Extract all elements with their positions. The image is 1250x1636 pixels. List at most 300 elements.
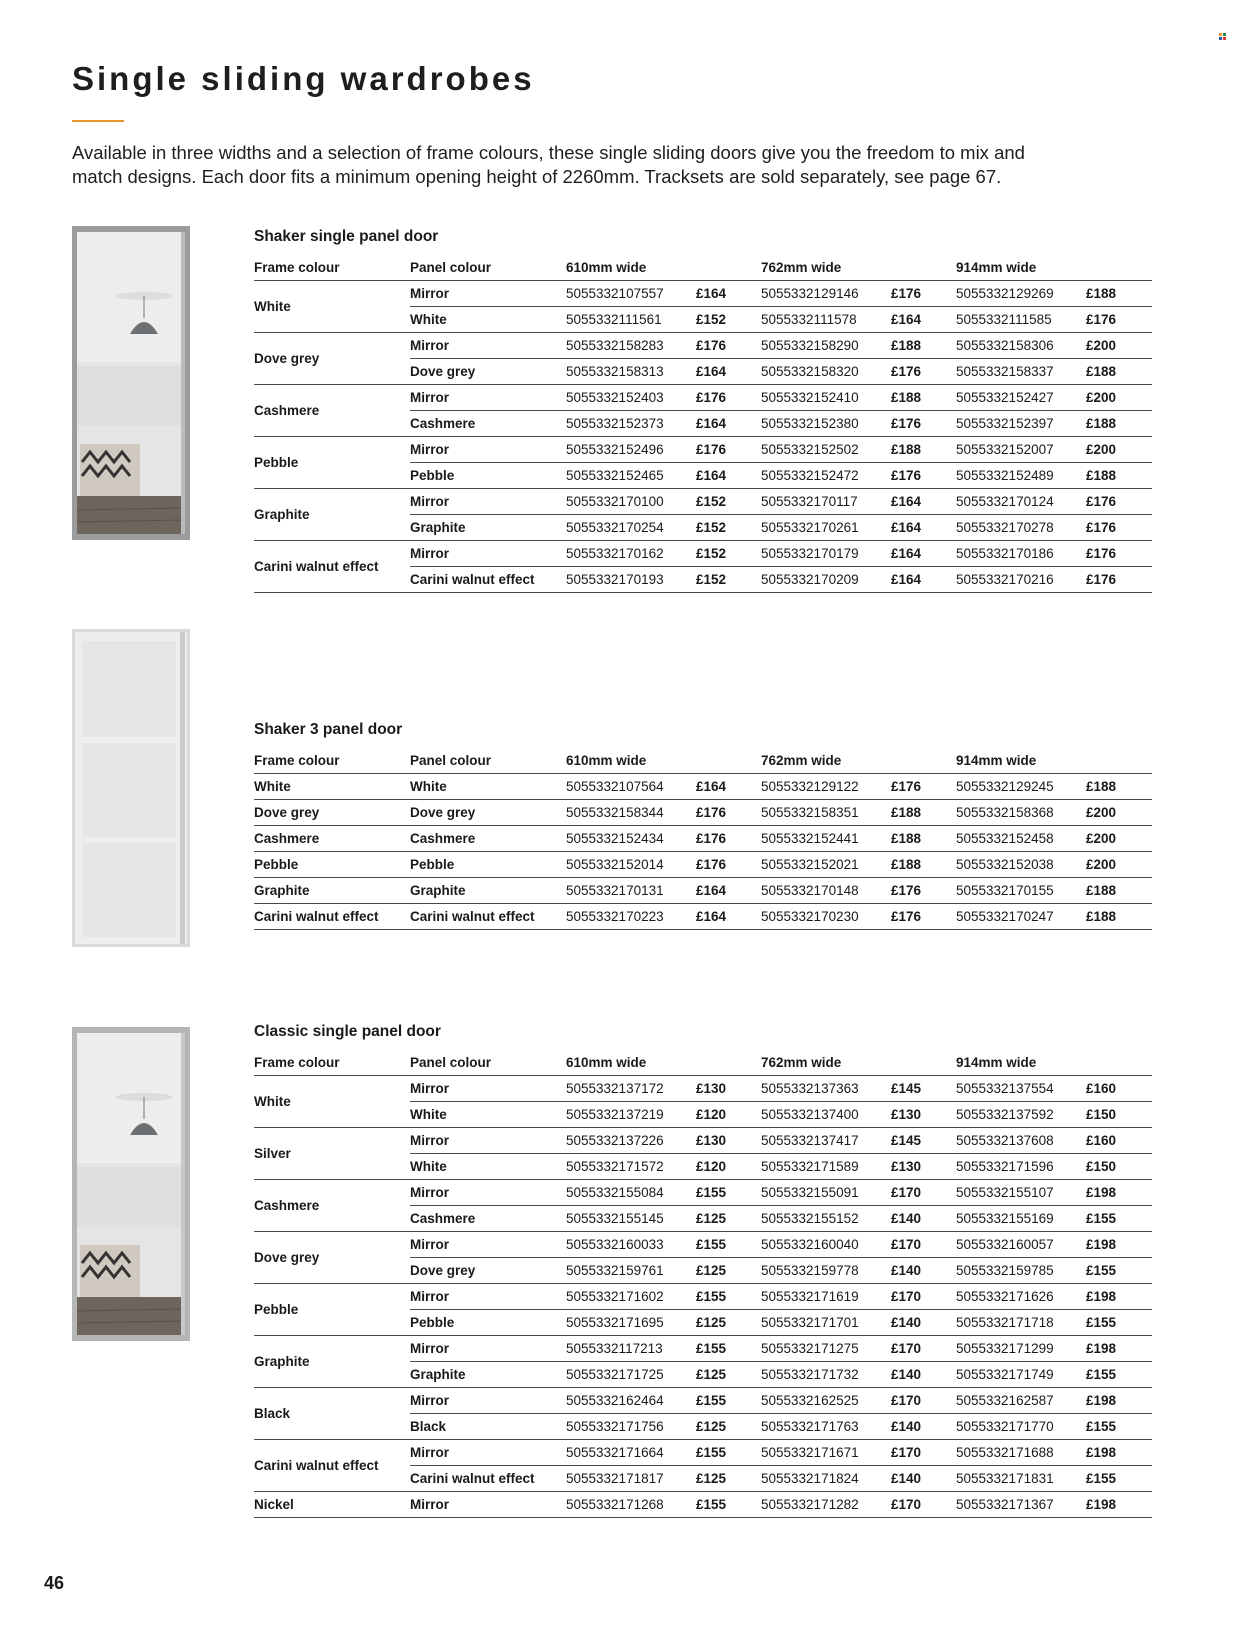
table-row <box>254 333 1152 359</box>
code-914-cell: 5055332171770 <box>956 1414 1086 1440</box>
code-914-cell: 5055332137554 <box>956 1076 1086 1102</box>
price-610-cell: £152 <box>696 307 761 333</box>
panel-colour-cell: Mirror <box>410 1284 566 1310</box>
price-914-cell: £200 <box>1086 385 1152 411</box>
code-914-cell: 5055332171626 <box>956 1284 1086 1310</box>
price-762-cell: £140 <box>891 1414 956 1440</box>
code-914-cell: 5055332159785 <box>956 1258 1086 1284</box>
price-762-cell: £145 <box>891 1128 956 1154</box>
panel-colour-cell: Mirror <box>410 1076 566 1102</box>
intro-paragraph: Available in three widths and a selection of frame colours, these single sliding doors give you the freedom to mix and match designs. Each door fits a minimum opening height of 2260mm. Tracksets are sold separately, see page 67. <box>72 142 1025 187</box>
price-762-cell: £176 <box>891 359 956 385</box>
frame-colour-cell: Black <box>254 1388 410 1440</box>
price-610-cell: £155 <box>696 1440 761 1466</box>
column-header: 610mm wide <box>566 254 696 281</box>
price-762-cell: £170 <box>891 1336 956 1362</box>
code-914-cell: 5055332111585 <box>956 307 1086 333</box>
panel-colour-cell: White <box>410 307 566 333</box>
panel-colour-cell: Mirror <box>410 1128 566 1154</box>
price-914-cell: £155 <box>1086 1414 1152 1440</box>
price-762-cell: £188 <box>891 826 956 852</box>
table-header-row <box>254 254 1152 281</box>
code-762-cell: 5055332171671 <box>761 1440 891 1466</box>
code-762-cell: 5055332170117 <box>761 489 891 515</box>
code-762-cell: 5055332137400 <box>761 1102 891 1128</box>
table-row <box>254 385 1152 411</box>
price-610-cell: £125 <box>696 1258 761 1284</box>
code-914-cell: 5055332160057 <box>956 1232 1086 1258</box>
price-610-cell: £176 <box>696 333 761 359</box>
column-header: 914mm wide <box>956 254 1086 281</box>
price-610-cell: £125 <box>696 1206 761 1232</box>
price-610-cell: £152 <box>696 489 761 515</box>
panel-colour-cell: Mirror <box>410 541 566 567</box>
column-header: Frame colour <box>254 747 410 774</box>
frame-colour-cell: Silver <box>254 1128 410 1180</box>
code-914-cell: 5055332170278 <box>956 515 1086 541</box>
code-762-cell: 5055332171732 <box>761 1362 891 1388</box>
code-762-cell: 5055332152472 <box>761 463 891 489</box>
price-762-cell: £164 <box>891 541 956 567</box>
code-610-cell: 5055332170223 <box>566 904 696 930</box>
table-row <box>254 878 1152 904</box>
section-title: Shaker 3 panel door <box>254 721 403 738</box>
price-914-cell: £176 <box>1086 307 1152 333</box>
code-610-cell: 5055332137172 <box>566 1076 696 1102</box>
price-610-cell: £120 <box>696 1102 761 1128</box>
price-610-cell: £155 <box>696 1232 761 1258</box>
code-914-cell: 5055332152489 <box>956 463 1086 489</box>
frame-colour-cell: Nickel <box>254 1492 410 1518</box>
code-914-cell: 5055332171749 <box>956 1362 1086 1388</box>
price-762-cell: £164 <box>891 489 956 515</box>
code-762-cell: 5055332137363 <box>761 1076 891 1102</box>
price-762-cell: £170 <box>891 1232 956 1258</box>
code-762-cell: 5055332171589 <box>761 1154 891 1180</box>
code-762-cell: 5055332170209 <box>761 567 891 593</box>
table-row <box>254 774 1152 800</box>
price-762-cell: £164 <box>891 515 956 541</box>
panel-colour-cell: Dove grey <box>410 359 566 385</box>
price-914-cell: £155 <box>1086 1258 1152 1284</box>
column-header: Frame colour <box>254 254 410 281</box>
price-610-cell: £130 <box>696 1128 761 1154</box>
frame-colour-cell: White <box>254 281 410 333</box>
price-762-cell: £176 <box>891 463 956 489</box>
code-762-cell: 5055332111578 <box>761 307 891 333</box>
code-762-cell: 5055332171763 <box>761 1414 891 1440</box>
code-914-cell: 5055332171367 <box>956 1492 1086 1518</box>
price-762-cell: £140 <box>891 1310 956 1336</box>
column-header <box>696 747 761 774</box>
price-914-cell: £155 <box>1086 1206 1152 1232</box>
table-row <box>254 1128 1152 1154</box>
frame-colour-cell: Graphite <box>254 489 410 541</box>
frame-colour-cell: Carini walnut effect <box>254 541 410 593</box>
price-762-cell: £176 <box>891 281 956 307</box>
panel-colour-cell: Cashmere <box>410 826 566 852</box>
code-914-cell: 5055332129269 <box>956 281 1086 307</box>
code-762-cell: 5055332171275 <box>761 1336 891 1362</box>
frame-colour-cell: Graphite <box>254 878 410 904</box>
price-914-cell: £188 <box>1086 411 1152 437</box>
frame-colour-cell: Dove grey <box>254 800 410 826</box>
code-762-cell: 5055332129146 <box>761 281 891 307</box>
table-row <box>254 800 1152 826</box>
shaker-3-panel-section <box>254 719 1152 930</box>
price-762-cell: £176 <box>891 774 956 800</box>
code-610-cell: 5055332158283 <box>566 333 696 359</box>
table-row <box>254 1284 1152 1310</box>
code-914-cell: 5055332158306 <box>956 333 1086 359</box>
code-610-cell: 5055332137219 <box>566 1102 696 1128</box>
code-610-cell: 5055332171268 <box>566 1492 696 1518</box>
price-914-cell: £150 <box>1086 1154 1152 1180</box>
panel-colour-cell: Black <box>410 1414 566 1440</box>
price-610-cell: £152 <box>696 515 761 541</box>
code-610-cell: 5055332170162 <box>566 541 696 567</box>
code-914-cell: 5055332155107 <box>956 1180 1086 1206</box>
code-762-cell: 5055332152380 <box>761 411 891 437</box>
panel-colour-cell: Carini walnut effect <box>410 1466 566 1492</box>
price-762-cell: £164 <box>891 307 956 333</box>
code-762-cell: 5055332155152 <box>761 1206 891 1232</box>
panel-colour-cell: Mirror <box>410 1492 566 1518</box>
classic-single-panel-price-table <box>254 1049 1152 1518</box>
table-row <box>254 1492 1152 1518</box>
code-610-cell: 5055332171725 <box>566 1362 696 1388</box>
price-610-cell: £164 <box>696 411 761 437</box>
code-914-cell: 5055332171596 <box>956 1154 1086 1180</box>
price-610-cell: £152 <box>696 541 761 567</box>
code-610-cell: 5055332152403 <box>566 385 696 411</box>
panel-colour-cell: Mirror <box>410 385 566 411</box>
price-914-cell: £188 <box>1086 359 1152 385</box>
frame-colour-cell: White <box>254 774 410 800</box>
table-row <box>254 1336 1152 1362</box>
code-762-cell: 5055332129122 <box>761 774 891 800</box>
table-row <box>254 1440 1152 1466</box>
shaker-3-panel-price-table <box>254 747 1152 930</box>
code-610-cell: 5055332155145 <box>566 1206 696 1232</box>
code-610-cell: 5055332170131 <box>566 878 696 904</box>
price-914-cell: £198 <box>1086 1284 1152 1310</box>
code-610-cell: 5055332152465 <box>566 463 696 489</box>
code-762-cell: 5055332152021 <box>761 852 891 878</box>
price-914-cell: £160 <box>1086 1076 1152 1102</box>
price-914-cell: £200 <box>1086 826 1152 852</box>
code-914-cell: 5055332152458 <box>956 826 1086 852</box>
price-914-cell: £188 <box>1086 878 1152 904</box>
shaker-single-panel-price-table <box>254 254 1152 593</box>
price-610-cell: £164 <box>696 463 761 489</box>
panel-colour-cell: Mirror <box>410 333 566 359</box>
code-610-cell: 5055332111561 <box>566 307 696 333</box>
price-762-cell: £188 <box>891 333 956 359</box>
code-610-cell: 5055332107564 <box>566 774 696 800</box>
price-610-cell: £176 <box>696 385 761 411</box>
code-610-cell: 5055332171572 <box>566 1154 696 1180</box>
table-row <box>254 1076 1152 1102</box>
price-914-cell: £200 <box>1086 333 1152 359</box>
price-914-cell: £188 <box>1086 463 1152 489</box>
code-914-cell: 5055332152007 <box>956 437 1086 463</box>
price-914-cell: £176 <box>1086 515 1152 541</box>
price-914-cell: £188 <box>1086 904 1152 930</box>
code-914-cell: 5055332162587 <box>956 1388 1086 1414</box>
code-762-cell: 5055332170230 <box>761 904 891 930</box>
price-914-cell: £200 <box>1086 852 1152 878</box>
price-610-cell: £176 <box>696 800 761 826</box>
table-row <box>254 281 1152 307</box>
code-914-cell: 5055332171299 <box>956 1336 1086 1362</box>
code-610-cell: 5055332171817 <box>566 1466 696 1492</box>
code-914-cell: 5055332137592 <box>956 1102 1086 1128</box>
code-610-cell: 5055332170193 <box>566 567 696 593</box>
panel-colour-cell: Dove grey <box>410 800 566 826</box>
price-914-cell: £160 <box>1086 1128 1152 1154</box>
panel-colour-cell: Pebble <box>410 463 566 489</box>
frame-colour-cell: Graphite <box>254 1336 410 1388</box>
table-row <box>254 1232 1152 1258</box>
price-762-cell: £140 <box>891 1206 956 1232</box>
price-914-cell: £155 <box>1086 1466 1152 1492</box>
price-914-cell: £155 <box>1086 1362 1152 1388</box>
code-914-cell: 5055332137608 <box>956 1128 1086 1154</box>
frame-colour-cell: Carini walnut effect <box>254 1440 410 1492</box>
panel-colour-cell: Mirror <box>410 1180 566 1206</box>
price-914-cell: £176 <box>1086 489 1152 515</box>
brand-logo <box>1219 33 1226 40</box>
price-914-cell: £200 <box>1086 800 1152 826</box>
page-title: Single sliding wardrobes <box>72 60 535 97</box>
panel-colour-cell: Mirror <box>410 1232 566 1258</box>
table-row <box>254 1388 1152 1414</box>
price-762-cell: £176 <box>891 878 956 904</box>
code-610-cell: 5055332137226 <box>566 1128 696 1154</box>
price-610-cell: £125 <box>696 1362 761 1388</box>
code-762-cell: 5055332171282 <box>761 1492 891 1518</box>
price-762-cell: £170 <box>891 1180 956 1206</box>
price-610-cell: £164 <box>696 774 761 800</box>
price-762-cell: £130 <box>891 1154 956 1180</box>
code-762-cell: 5055332158290 <box>761 333 891 359</box>
price-914-cell: £176 <box>1086 541 1152 567</box>
price-610-cell: £164 <box>696 359 761 385</box>
code-762-cell: 5055332171701 <box>761 1310 891 1336</box>
price-610-cell: £155 <box>696 1336 761 1362</box>
table-row <box>254 489 1152 515</box>
code-914-cell: 5055332152038 <box>956 852 1086 878</box>
price-610-cell: £155 <box>696 1492 761 1518</box>
column-header <box>891 747 956 774</box>
code-914-cell: 5055332170124 <box>956 489 1086 515</box>
shaker-3-panel-door-image <box>72 629 190 947</box>
price-610-cell: £176 <box>696 852 761 878</box>
classic-single-panel-door-image <box>72 1027 190 1341</box>
code-914-cell: 5055332171688 <box>956 1440 1086 1466</box>
code-610-cell: 5055332152014 <box>566 852 696 878</box>
code-610-cell: 5055332171664 <box>566 1440 696 1466</box>
code-762-cell: 5055332170261 <box>761 515 891 541</box>
price-914-cell: £155 <box>1086 1310 1152 1336</box>
panel-colour-cell: Cashmere <box>410 1206 566 1232</box>
price-914-cell: £200 <box>1086 437 1152 463</box>
price-914-cell: £198 <box>1086 1336 1152 1362</box>
code-762-cell: 5055332170179 <box>761 541 891 567</box>
table-row <box>254 826 1152 852</box>
price-610-cell: £125 <box>696 1414 761 1440</box>
table-row <box>254 852 1152 878</box>
section-title: Classic single panel door <box>254 1023 441 1040</box>
code-762-cell: 5055332152441 <box>761 826 891 852</box>
code-610-cell: 5055332170100 <box>566 489 696 515</box>
frame-colour-cell: White <box>254 1076 410 1128</box>
column-header: Panel colour <box>410 1049 566 1076</box>
column-header: Panel colour <box>410 254 566 281</box>
code-914-cell: 5055332171831 <box>956 1466 1086 1492</box>
code-610-cell: 5055332160033 <box>566 1232 696 1258</box>
price-914-cell: £176 <box>1086 567 1152 593</box>
shaker-single-panel-door-image <box>72 226 190 540</box>
code-762-cell: 5055332159778 <box>761 1258 891 1284</box>
code-610-cell: 5055332158344 <box>566 800 696 826</box>
code-610-cell: 5055332171756 <box>566 1414 696 1440</box>
column-header: 610mm wide <box>566 747 696 774</box>
code-914-cell: 5055332170155 <box>956 878 1086 904</box>
column-header <box>1086 747 1152 774</box>
panel-colour-cell: Pebble <box>410 1310 566 1336</box>
price-610-cell: £164 <box>696 878 761 904</box>
classic-single-panel-section <box>254 1021 1152 1518</box>
code-762-cell: 5055332171824 <box>761 1466 891 1492</box>
panel-colour-cell: Mirror <box>410 437 566 463</box>
column-header <box>1086 254 1152 281</box>
frame-colour-cell: Dove grey <box>254 333 410 385</box>
code-610-cell: 5055332158313 <box>566 359 696 385</box>
price-762-cell: £176 <box>891 411 956 437</box>
frame-colour-cell: Pebble <box>254 437 410 489</box>
code-762-cell: 5055332158351 <box>761 800 891 826</box>
code-610-cell: 5055332171602 <box>566 1284 696 1310</box>
code-610-cell: 5055332152496 <box>566 437 696 463</box>
frame-colour-cell: Carini walnut effect <box>254 904 410 930</box>
price-914-cell: £198 <box>1086 1180 1152 1206</box>
price-610-cell: £164 <box>696 904 761 930</box>
code-914-cell: 5055332158368 <box>956 800 1086 826</box>
code-610-cell: 5055332162464 <box>566 1388 696 1414</box>
column-header: 762mm wide <box>761 254 891 281</box>
table-row <box>254 541 1152 567</box>
panel-colour-cell: Cashmere <box>410 411 566 437</box>
column-header <box>1086 1049 1152 1076</box>
price-610-cell: £155 <box>696 1284 761 1310</box>
column-header: 610mm wide <box>566 1049 696 1076</box>
table-row <box>254 904 1152 930</box>
price-914-cell: £188 <box>1086 281 1152 307</box>
price-762-cell: £170 <box>891 1284 956 1310</box>
price-762-cell: £140 <box>891 1362 956 1388</box>
code-914-cell: 5055332152397 <box>956 411 1086 437</box>
code-762-cell: 5055332170148 <box>761 878 891 904</box>
code-762-cell: 5055332158320 <box>761 359 891 385</box>
table-header-row <box>254 747 1152 774</box>
price-762-cell: £140 <box>891 1466 956 1492</box>
price-610-cell: £130 <box>696 1076 761 1102</box>
code-914-cell: 5055332170186 <box>956 541 1086 567</box>
price-762-cell: £170 <box>891 1492 956 1518</box>
code-914-cell: 5055332129245 <box>956 774 1086 800</box>
panel-colour-cell: Mirror <box>410 1388 566 1414</box>
price-610-cell: £176 <box>696 826 761 852</box>
code-914-cell: 5055332170247 <box>956 904 1086 930</box>
column-header: 762mm wide <box>761 1049 891 1076</box>
panel-colour-cell: Mirror <box>410 281 566 307</box>
panel-colour-cell: Mirror <box>410 1440 566 1466</box>
code-914-cell: 5055332155169 <box>956 1206 1086 1232</box>
price-914-cell: £198 <box>1086 1492 1152 1518</box>
code-610-cell: 5055332152373 <box>566 411 696 437</box>
table-row <box>254 437 1152 463</box>
panel-colour-cell: Graphite <box>410 515 566 541</box>
column-header: Frame colour <box>254 1049 410 1076</box>
price-914-cell: £188 <box>1086 774 1152 800</box>
panel-colour-cell: Pebble <box>410 852 566 878</box>
frame-colour-cell: Dove grey <box>254 1232 410 1284</box>
column-header: 914mm wide <box>956 1049 1086 1076</box>
code-610-cell: 5055332170254 <box>566 515 696 541</box>
code-610-cell: 5055332171695 <box>566 1310 696 1336</box>
code-914-cell: 5055332171718 <box>956 1310 1086 1336</box>
panel-colour-cell: Mirror <box>410 1336 566 1362</box>
price-762-cell: £188 <box>891 385 956 411</box>
column-header <box>696 254 761 281</box>
price-610-cell: £164 <box>696 281 761 307</box>
column-header <box>891 254 956 281</box>
price-610-cell: £152 <box>696 567 761 593</box>
code-762-cell: 5055332160040 <box>761 1232 891 1258</box>
code-610-cell: 5055332107557 <box>566 281 696 307</box>
code-914-cell: 5055332152427 <box>956 385 1086 411</box>
column-header <box>696 1049 761 1076</box>
price-610-cell: £155 <box>696 1388 761 1414</box>
price-762-cell: £140 <box>891 1258 956 1284</box>
price-762-cell: £145 <box>891 1076 956 1102</box>
frame-colour-cell: Cashmere <box>254 1180 410 1232</box>
code-762-cell: 5055332155091 <box>761 1180 891 1206</box>
price-762-cell: £170 <box>891 1388 956 1414</box>
frame-colour-cell: Pebble <box>254 852 410 878</box>
shaker-single-panel-section <box>254 226 1152 593</box>
price-914-cell: £198 <box>1086 1440 1152 1466</box>
price-762-cell: £164 <box>891 567 956 593</box>
column-header: 762mm wide <box>761 747 891 774</box>
panel-colour-cell: White <box>410 1102 566 1128</box>
panel-colour-cell: White <box>410 774 566 800</box>
code-762-cell: 5055332152410 <box>761 385 891 411</box>
table-header-row <box>254 1049 1152 1076</box>
column-header: Panel colour <box>410 747 566 774</box>
price-762-cell: £188 <box>891 437 956 463</box>
price-610-cell: £125 <box>696 1466 761 1492</box>
code-914-cell: 5055332170216 <box>956 567 1086 593</box>
page-number: 46 <box>44 1573 65 1593</box>
price-762-cell: £176 <box>891 904 956 930</box>
table-row <box>254 1180 1152 1206</box>
price-762-cell: £188 <box>891 852 956 878</box>
panel-colour-cell: White <box>410 1154 566 1180</box>
code-762-cell: 5055332137417 <box>761 1128 891 1154</box>
